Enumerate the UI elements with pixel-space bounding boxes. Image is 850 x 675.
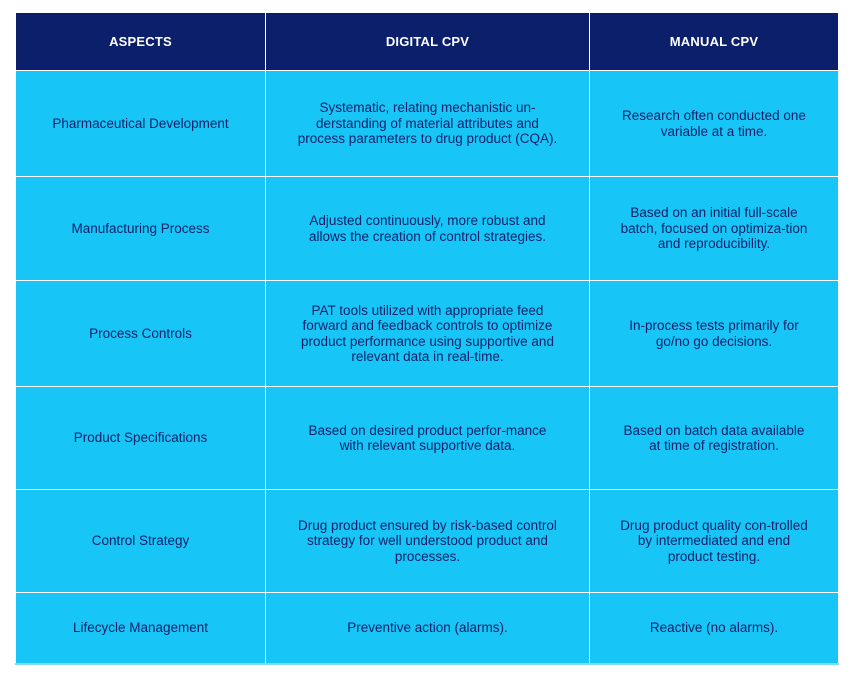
header-manual-cpv: MANUAL CPV: [590, 13, 839, 71]
digital-cpv-cell: Based on desired product perfor-mance with relevant supportive data.: [266, 387, 590, 490]
aspect-cell: Pharmaceutical Development: [16, 71, 266, 177]
manual-cpv-cell: Drug product quality con-trolled by intermediated and end product testing.: [590, 490, 839, 593]
table-row: [16, 177, 839, 281]
digital-cpv-cell: Systematic, relating mechanistic un-derstanding of material attributes and process parameters to drug product (CQA).: [266, 71, 590, 177]
table-row: [16, 71, 839, 177]
manual-cpv-cell: Research often conducted one variable at a time.: [590, 71, 839, 177]
manual-cpv-cell: Reactive (no alarms).: [590, 593, 839, 665]
aspect-cell: Manufacturing Process: [16, 177, 266, 281]
aspect-cell: Control Strategy: [16, 490, 266, 593]
digital-cpv-cell: Adjusted continuously, more robust and allows the creation of control strategies.: [266, 177, 590, 281]
manual-cpv-cell: Based on batch data available at time of registration.: [590, 387, 839, 490]
aspect-cell: Process Controls: [16, 281, 266, 387]
manual-cpv-cell: In-process tests primarily for go/no go decisions.: [590, 281, 839, 387]
table-row: [16, 281, 839, 387]
table-body: [16, 71, 839, 665]
header-aspects: ASPECTS: [16, 13, 266, 71]
manual-cpv-cell: Based on an initial full-scale batch, focused on optimiza-tion and reproducibility.: [590, 177, 839, 281]
digital-cpv-cell: Drug product ensured by risk-based control strategy for well understood product and processes.: [266, 490, 590, 593]
digital-cpv-cell: Preventive action (alarms).: [266, 593, 590, 665]
comparison-table: [15, 12, 839, 665]
table-row: [16, 593, 839, 665]
table-row: [16, 387, 839, 490]
table-header: [16, 13, 839, 71]
header-row: [16, 13, 839, 71]
aspect-cell: Product Specifications: [16, 387, 266, 490]
header-digital-cpv: DIGITAL CPV: [266, 13, 590, 71]
digital-cpv-cell: PAT tools utilized with appropriate feed forward and feedback controls to optimize product performance using supportive and relevant data in real-time.: [266, 281, 590, 387]
aspect-cell: Lifecycle Management: [16, 593, 266, 665]
table-row: [16, 490, 839, 593]
